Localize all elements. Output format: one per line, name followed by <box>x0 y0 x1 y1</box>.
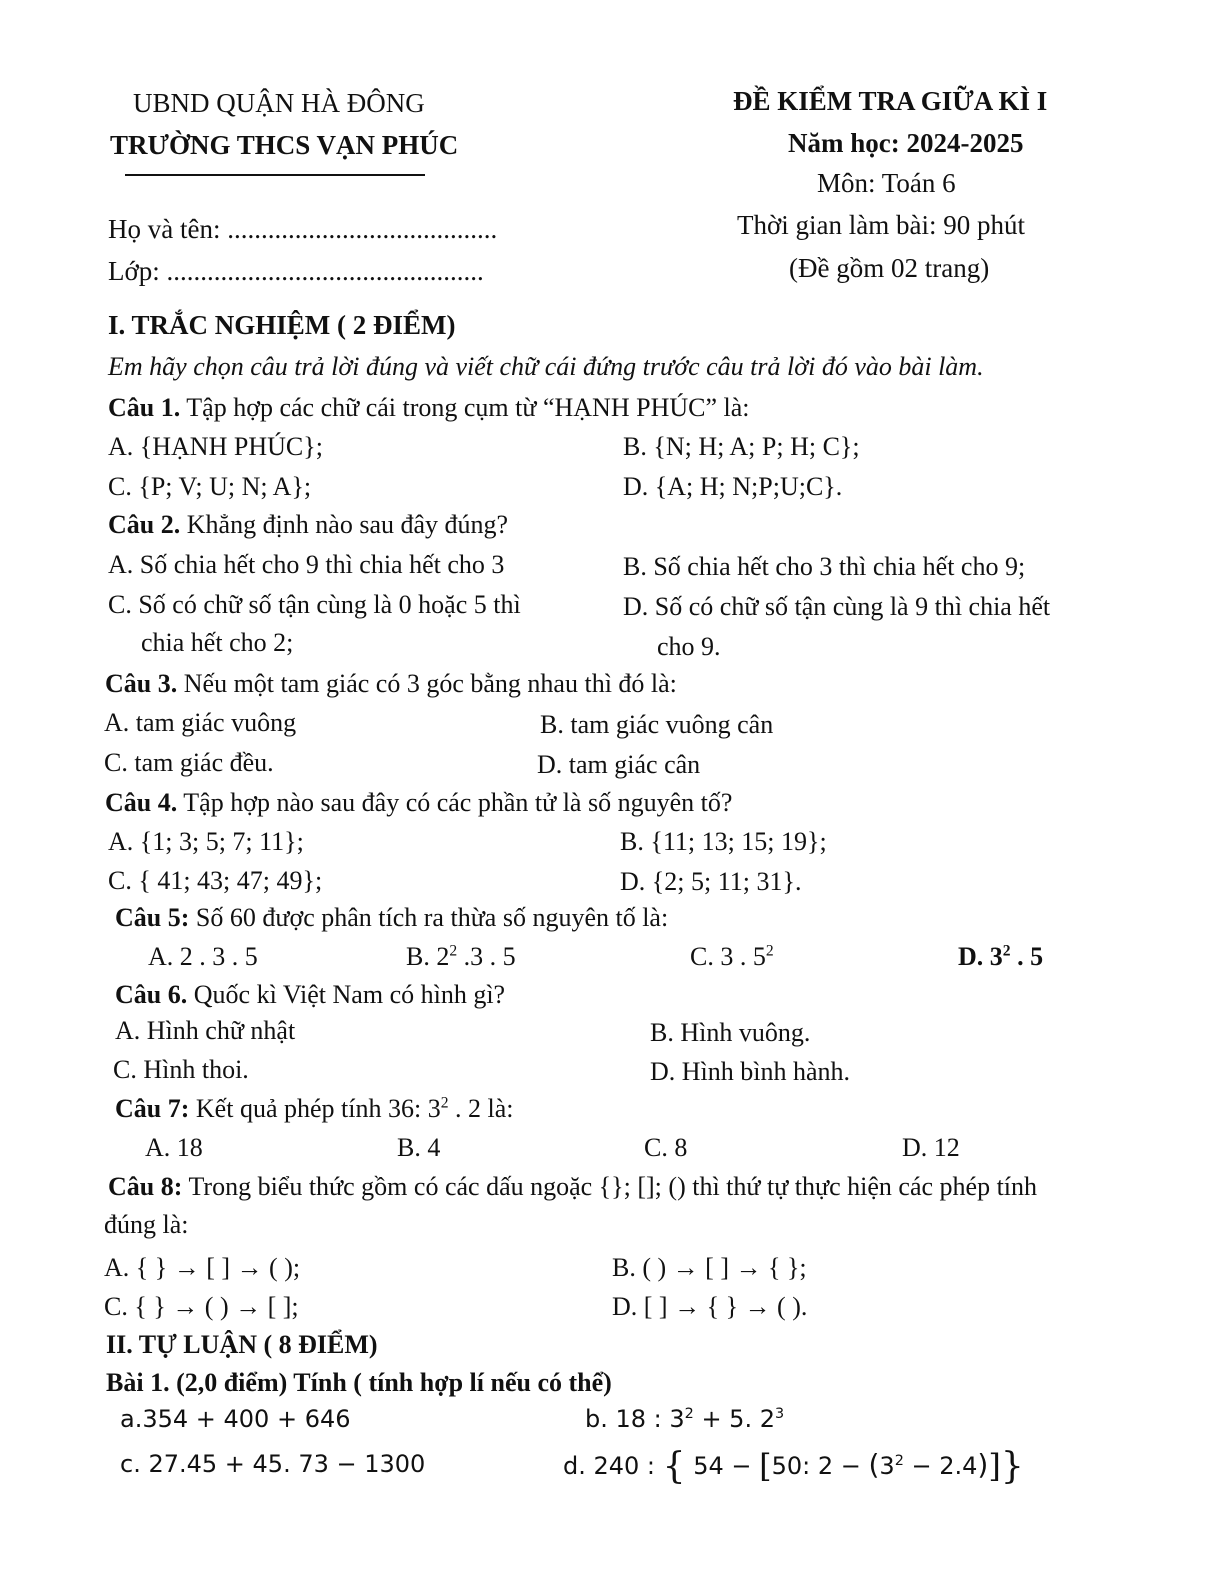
q2-option-c-cont: chia hết cho 2; <box>141 628 294 657</box>
question-label: Câu 1. <box>108 393 181 422</box>
question-1 <box>108 393 750 423</box>
q2-option-b: B. Số chia hết cho 3 thì chia hết cho 9; <box>623 552 1026 581</box>
question-5 <box>115 903 668 933</box>
question-label: Câu 5: <box>115 903 190 932</box>
q1-option-a: A. {HẠNH PHÚC}; <box>108 432 323 461</box>
q4-option-a: A. {1; 3; 5; 7; 11}; <box>108 827 304 856</box>
question-text: Tập hợp nào sau đây có các phần tử là số nguyên tố? <box>183 788 733 817</box>
question-8 <box>108 1172 1037 1202</box>
bai1-a: a.354 + 400 + 646 <box>120 1405 351 1433</box>
student-name-field: Họ và tên: ........................................ <box>108 214 498 244</box>
q3-option-b: B. tam giác vuông cân <box>540 710 774 739</box>
subject: Môn: Toán 6 <box>817 168 956 198</box>
q3-option-a: A. tam giác vuông <box>104 708 297 737</box>
q2-option-a: A. Số chia hết cho 9 thì chia hết cho 3 <box>108 550 505 579</box>
question-2 <box>108 510 508 540</box>
q1-option-c: C. {P; V; U; N; A}; <box>108 472 312 501</box>
exam-title: ĐỀ KIỂM TRA GIỮA KÌ I <box>733 86 1048 116</box>
q2-option-d: D. Số có chữ số tận cùng là 9 thì chia hết <box>623 592 1051 621</box>
question-3 <box>105 669 677 699</box>
question-text: Khẳng định nào sau đây đúng? <box>186 510 509 539</box>
q3-option-d: D. tam giác cân <box>537 750 701 779</box>
question-label: Câu 8: <box>108 1172 183 1201</box>
question-label: Câu 4. <box>105 788 178 817</box>
question-label: Câu 6. <box>115 980 188 1009</box>
q2-option-d-cont: cho 9. <box>657 632 721 661</box>
q5-option-c: C. 3 . $5^2$ <box>690 942 774 971</box>
part1-title: I. TRẮC NGHIỆM ( 2 ĐIỂM) <box>108 310 456 340</box>
page-count: (Đề gồm 02 trang) <box>789 253 990 283</box>
q8-option-c: C. { } → ( ) → [ ]; <box>104 1292 299 1321</box>
bai1-d: d. 240 : { 54 − [50: $2 - (3^2 - 2.4)$]} <box>563 1446 1024 1487</box>
exam-time: Thời gian làm bài: 90 phút <box>737 210 1025 240</box>
q8-option-a: A. { } → [ ] → ( ); <box>104 1253 301 1282</box>
question-label: Câu 7: <box>115 1094 190 1123</box>
question-4 <box>105 788 732 818</box>
q3-option-c: C. tam giác đều. <box>104 748 274 777</box>
question-label: Câu 2. <box>108 510 181 539</box>
question-text: Tập hợp các chữ cái trong cụm từ “HẠNH PHÚC” là: <box>186 393 750 422</box>
question-text: Số 60 được phân tích ra thừa số nguyên tố là: <box>195 903 669 932</box>
district-name: UBND QUẬN HÀ ĐÔNG <box>133 88 425 118</box>
q4-option-d: D. {2; 5; 11; 31}. <box>620 867 802 896</box>
question-8-cont: đúng là: <box>104 1210 189 1239</box>
part2-title: II. TỰ LUẬN ( 8 ĐIỂM) <box>106 1330 378 1359</box>
class-field: Lớp: ............................................... <box>108 256 484 286</box>
q7-option-b: B. 4 <box>397 1133 441 1162</box>
bai1-c: c. 27.45 + 45. 73 − 1300 <box>120 1450 426 1478</box>
q5-option-a: A. 2 . 3 . 5 <box>148 942 258 971</box>
question-text: Quốc kì Việt Nam có hình gì? <box>193 980 506 1009</box>
question-text: Nếu một tam giác có 3 góc bằng nhau thì đó là: <box>183 669 677 698</box>
q4-option-c: C. { 41; 43; 47; 49}; <box>108 866 323 895</box>
q6-option-c: C. Hình thoi. <box>113 1055 249 1084</box>
part1-instruction: Em hãy chọn câu trả lời đúng và viết chữ cái đứng trước câu trả lời đó vào bài làm. <box>108 352 984 381</box>
school-year: Năm học: 2024-2025 <box>788 128 1024 158</box>
q6-option-d: D. Hình bình hành. <box>650 1057 851 1086</box>
school-name: TRƯỜNG THCS VẠN PHÚC <box>110 130 459 160</box>
q8-option-d: D. [ ] → { } → ( ). <box>612 1292 808 1321</box>
q7-option-d: D. 12 <box>902 1133 960 1162</box>
q7-option-a: A. 18 <box>145 1133 203 1162</box>
q6-option-b: B. Hình vuông. <box>650 1018 811 1047</box>
q1-option-d: D. {A; H; N;P;U;C}. <box>623 472 843 501</box>
header-underline <box>125 174 425 176</box>
q5-option-d: D. $3^2$ . 5 <box>958 942 1044 971</box>
bai1-b: b. 18 : $3^2 + 5$. $2^3$ <box>585 1405 785 1433</box>
bai1-title: Bài 1. (2,0 điểm) Tính ( tính hợp lí nếu có thể) <box>106 1368 612 1397</box>
question-label: Câu 3. <box>105 669 178 698</box>
question-text: Trong biểu thức gồm có các dấu ngoặc {}; []; () thì thứ tự thực hiện các phép tính <box>188 1172 1038 1201</box>
q6-option-a: A. Hình chữ nhật <box>115 1016 296 1045</box>
q1-option-b: B. {N; H; A; P; H; C}; <box>623 432 860 461</box>
q8-option-b: B. ( ) → [ ] → { }; <box>612 1253 807 1282</box>
q2-option-c: C. Số có chữ số tận cùng là 0 hoặc 5 thì <box>108 590 521 619</box>
question-7: Câu 7: Kết quả phép tính 36: $3^2$ . 2 là: <box>115 1094 514 1123</box>
question-6 <box>115 980 505 1010</box>
q7-option-c: C. 8 <box>644 1133 688 1162</box>
q5-option-b: B. $2^2$ .3 . 5 <box>406 942 516 971</box>
q4-option-b: B. {11; 13; 15; 19}; <box>620 827 827 856</box>
